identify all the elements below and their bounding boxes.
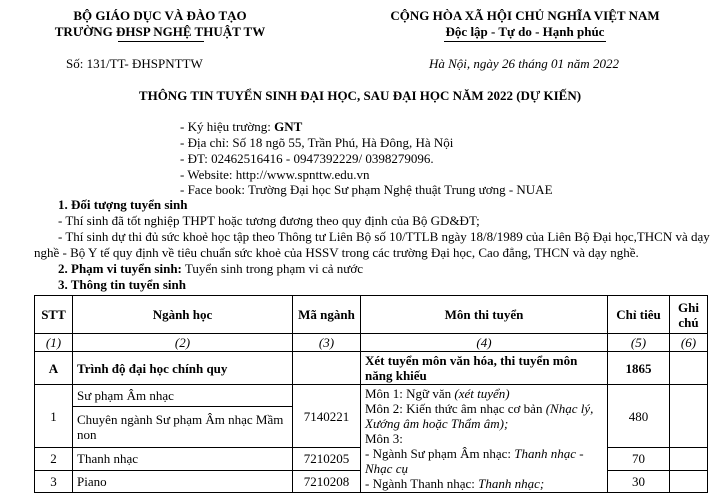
subject-3-b [365, 476, 603, 491]
document-title: THÔNG TIN TUYỂN SINH ĐẠI HỌC, SAU ĐẠI HỌC NĂM 2022 (DỰ KIẾN) [138, 88, 582, 103]
motto: Độc lập - Tự do - Hạnh phúc [445, 24, 605, 39]
school-code-value: GNT [274, 119, 303, 134]
header-code: Mã ngành [293, 296, 361, 334]
row-1-quota: 480 [608, 385, 670, 448]
subject-1 [365, 386, 603, 401]
section-2-text: Tuyển sinh trong phạm vi cả nước [181, 261, 363, 276]
header-quota: Chỉ tiêu [608, 296, 670, 334]
row-1-major-b: Chuyên ngành Sư phạm Âm nhạc Mầm non [73, 407, 293, 448]
group-a-quota: 1865 [608, 352, 670, 385]
section-1-line-2: - Thí sinh dự thi đủ sức khoẻ học tập theo Thông tư Liên Bộ số 10/TTLB ngày 18/8/1989 của Liên Bộ Đại học,THCN và dạy [58, 229, 710, 244]
subject-3-a [365, 446, 603, 476]
row-3-code: 7210208 [293, 470, 361, 492]
header-subjects: Môn thi tuyển [361, 296, 608, 334]
section-3-title: 3. Thông tin tuyển sinh [58, 277, 187, 292]
row-2-code: 7210205 [293, 448, 361, 470]
group-a-stt: A [35, 352, 73, 385]
school-name: TRƯỜNG ĐHSP NGHỆ THUẬT TW [54, 24, 266, 39]
subject-3-b-value: Thanh nhạc; [478, 476, 545, 491]
place-date: Hà Nội, ngày 26 tháng 01 năm 2022 [429, 56, 619, 71]
subject-2 [365, 401, 603, 431]
row-1-note [670, 385, 708, 448]
section-1-line-1: - Thí sinh đã tốt nghiệp THPT hoặc tương đương theo quy định của Bộ GD&ĐT; [58, 213, 480, 228]
table-row-group-a [35, 352, 708, 385]
index-cell: (6) [670, 334, 708, 352]
table-row-1a [35, 385, 708, 407]
subject-3: Môn 3: [365, 431, 403, 446]
subject-2-label: Môn 2: Kiến thức âm nhạc cơ bản [365, 401, 546, 416]
header-stt: STT [35, 296, 73, 334]
index-cell: (5) [608, 334, 670, 352]
phone: - ĐT: 02462516416 - 0947392229/ 0398279096. [180, 151, 434, 166]
row-3-stt: 3 [35, 470, 73, 492]
subject-2-note: (Nhạc lý, Xướng âm hoặc Thẩm âm); [365, 401, 594, 431]
school-code-label: - Ký hiệu trường: [180, 119, 275, 134]
index-cell: (1) [35, 334, 73, 352]
country-name: CỘNG HÒA XÃ HỘI CHỦ NGHĨA VIỆT NAM [390, 8, 660, 23]
ministry-name: BỘ GIÁO DỤC VÀ ĐÀO TẠO [73, 8, 247, 23]
address: - Địa chỉ: Số 18 ngõ 55, Trần Phú, Hà Đông, Hà Nội [180, 135, 454, 150]
row-2-note [670, 448, 708, 470]
section-1-line-3: nghề - Bộ Y tế quy định về tiêu chuẩn sức khoẻ của HSSV trong các trường Đại học, Cao đẳng, THCN và dạy nghề. [34, 245, 639, 260]
group-a-note [670, 352, 708, 385]
subject-3-a-value: Thanh nhạc - Nhạc cụ [365, 446, 584, 476]
row-3-quota: 30 [608, 470, 670, 492]
group-a-code [293, 352, 361, 385]
section-2-title: 2. Phạm vi tuyển sinh: [58, 261, 182, 276]
row-3-note [670, 470, 708, 492]
subject-1-label: Môn 1: Ngữ văn [365, 386, 455, 401]
header-left-divider [118, 41, 204, 42]
row-1-code: 7140221 [293, 385, 361, 448]
website: - Website: http://www.spnttw.edu.vn [180, 167, 370, 182]
subject-1-note: (xét tuyển) [454, 386, 510, 401]
group-a-name: Trình độ đại học chính quy [73, 352, 293, 385]
table-header-row [35, 296, 708, 334]
header-major: Ngành học [73, 296, 293, 334]
row-2-major: Thanh nhạc [73, 448, 293, 470]
group-a-subjects: Xét tuyển môn văn hóa, thi tuyển môn năng khiếu [361, 352, 608, 385]
document-number: Số: 131/TT- ĐHSPNTTW [66, 56, 203, 71]
index-cell: (4) [361, 334, 608, 352]
admissions-table [34, 295, 708, 493]
table-index-row [35, 334, 708, 352]
section-2 [58, 261, 363, 277]
row-3-major: Piano [73, 470, 293, 492]
row-1-stt: 1 [35, 385, 73, 448]
subjects-detail-cell [361, 385, 608, 493]
header-right-divider [444, 41, 606, 42]
subject-3-a-label: - Ngành Sư phạm Âm nhạc: [365, 446, 515, 461]
subject-3-b-label: - Ngành Thanh nhạc: [365, 476, 479, 491]
row-2-stt: 2 [35, 448, 73, 470]
facebook: - Face book: Trường Đại học Sư phạm Nghệ thuật Trung ương - NUAE [180, 182, 553, 197]
row-2-quota: 70 [608, 448, 670, 470]
row-1-major-a: Sư phạm Âm nhạc [73, 385, 293, 407]
header-note: Ghi chú [670, 296, 708, 334]
index-cell: (3) [293, 334, 361, 352]
school-code [180, 119, 302, 135]
index-cell: (2) [73, 334, 293, 352]
section-1-title: 1. Đối tượng tuyển sinh [58, 197, 188, 212]
